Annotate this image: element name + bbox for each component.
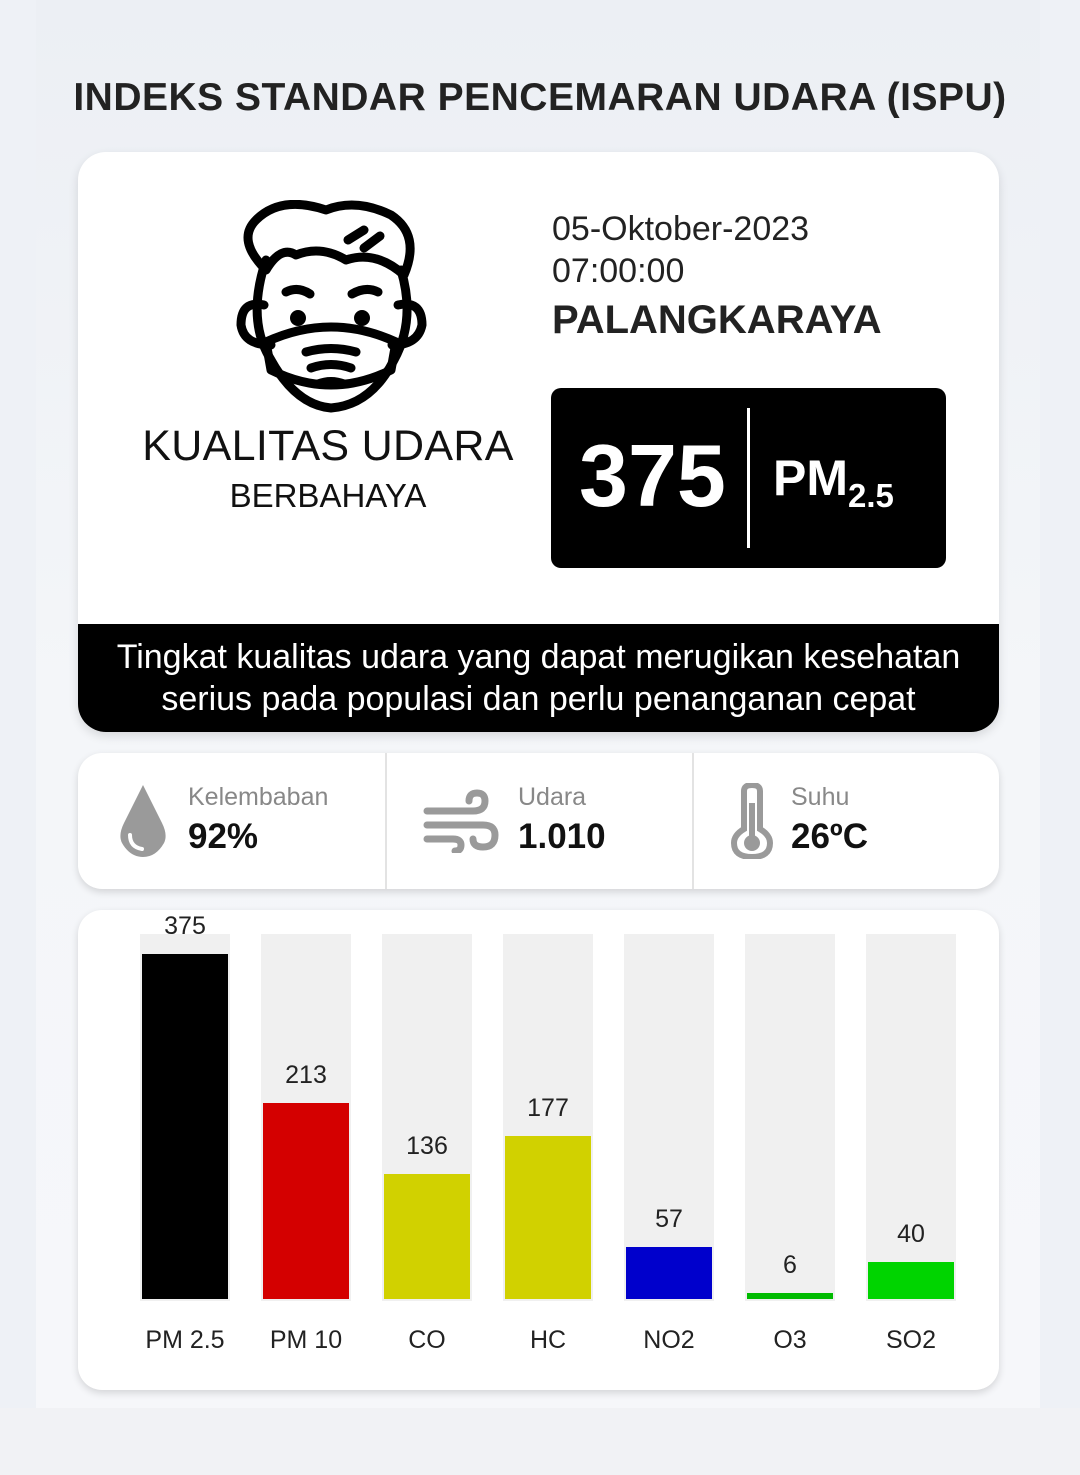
bar-value-label: 6: [783, 1251, 797, 1279]
masked-face-icon: [226, 200, 436, 415]
bar-value-label: 40: [897, 1220, 925, 1248]
page-title: INDEKS STANDAR PENCEMARAN UDARA (ISPU): [73, 76, 1007, 119]
category-label: CO: [408, 1326, 446, 1354]
bar: [747, 1293, 833, 1299]
quality-label: KUALITAS UDARA: [142, 422, 514, 470]
bar: [505, 1136, 591, 1299]
thermometer-icon: [730, 783, 774, 859]
bar-track: [624, 934, 714, 1301]
temperature-cell: [694, 753, 999, 889]
time-text: 07:00:00: [552, 252, 685, 290]
quality-category: BERBAHAYA: [229, 477, 427, 514]
bar: [384, 1174, 470, 1299]
bottom-strip: [0, 1408, 1080, 1475]
humidity-value: 92%: [188, 817, 259, 856]
bar: [142, 954, 228, 1299]
bar-value-label: 177: [527, 1094, 569, 1122]
parameter-main: PM: [773, 450, 848, 506]
category-label: HC: [529, 1326, 567, 1354]
bar-value-label: 136: [406, 1132, 448, 1160]
water-drop-icon: [116, 783, 170, 859]
bar-track: [140, 934, 230, 1301]
category-label: NO2: [643, 1326, 695, 1354]
category-label: PM 2.5: [145, 1326, 225, 1354]
bar-value-label: 375: [164, 912, 206, 940]
index-parameter: [773, 448, 894, 526]
bar-value-label: 57: [655, 1205, 683, 1233]
bar-track: [382, 934, 472, 1301]
temperature-label: Suhu: [791, 783, 850, 811]
bar: [868, 1262, 954, 1299]
date-text: 05-Oktober-2023: [552, 210, 810, 248]
weather-card: [78, 753, 999, 889]
wind-cell: [387, 753, 692, 889]
description-line-2: serius pada populasi dan perlu penanganan cepat: [161, 680, 916, 718]
bar: [263, 1103, 349, 1299]
status-card: [78, 152, 999, 732]
index-box: [551, 388, 946, 568]
bar: [626, 1247, 712, 1299]
city-name: PALANGKARAYA: [552, 298, 882, 342]
index-divider: [747, 408, 750, 548]
bar-track: [745, 934, 835, 1301]
bar-track: [261, 934, 351, 1301]
humidity-cell: [78, 753, 385, 889]
pollutant-chart: [78, 910, 999, 1390]
wind-value: 1.010: [518, 817, 606, 856]
temperature-value: 26ºC: [791, 817, 868, 856]
wind-icon: [423, 789, 499, 853]
bar-value-label: 213: [285, 1061, 327, 1089]
description-bar: [78, 624, 999, 732]
category-label: SO2: [885, 1326, 937, 1354]
index-value: 375: [579, 426, 726, 525]
description-line-1: Tingkat kualitas udara yang dapat merugikan kesehatan: [116, 638, 961, 676]
category-label: PM 10: [269, 1326, 343, 1354]
category-label: O3: [773, 1326, 807, 1354]
parameter-sub: 2.5: [848, 477, 894, 514]
humidity-label: Kelembaban: [188, 783, 329, 811]
wind-label: Udara: [518, 783, 587, 811]
